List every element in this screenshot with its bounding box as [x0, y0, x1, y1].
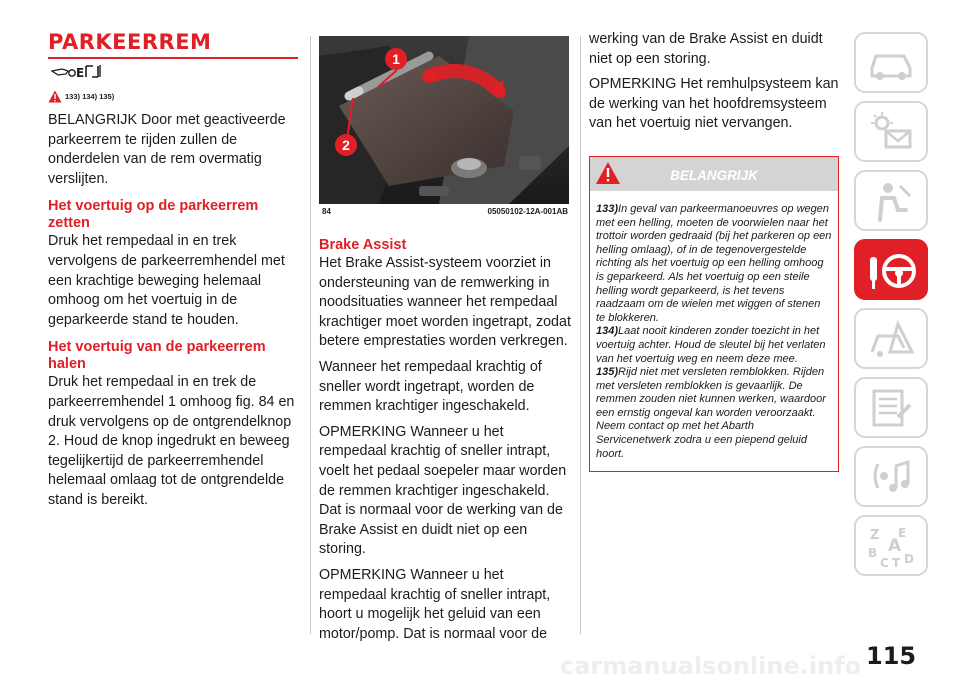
page-number: 115 — [866, 642, 917, 670]
watermark: carmanualsonline.info — [560, 652, 862, 678]
airbag-seat-icon — [868, 180, 914, 222]
svg-text:A: A — [888, 536, 902, 556]
callout-1: 1 — [385, 48, 407, 70]
note-number: 134) — [596, 325, 619, 338]
index-letters-icon — [868, 525, 918, 569]
svg-text:C: C — [880, 556, 889, 569]
tab-safety[interactable] — [854, 170, 928, 231]
dashboard-lights-icon — [868, 111, 914, 153]
column-divider — [580, 36, 581, 634]
warning-refs — [48, 89, 300, 103]
multimedia-icon — [868, 456, 914, 498]
callout-2: 2 — [335, 134, 357, 156]
warning-box — [589, 156, 839, 472]
brake-assist-heading: Brake Assist — [319, 237, 407, 253]
intro-text: BELANGRIJK Door met geactiveerde parkeerrem te rijden zullen de onderdelen van de rem overmatig verslijten. — [48, 112, 286, 187]
svg-text:T: T — [892, 556, 901, 569]
page-title: PARKEERREM — [48, 30, 212, 54]
title-rule — [48, 57, 298, 59]
service-checklist-icon — [868, 387, 914, 429]
svg-text:B: B — [868, 546, 878, 560]
brake-assist-p3: OPMERKING Wanneer u het rempedaal krachtig of sneller intrapt, voelt het pedaal soepeler maar worden de remmen krachtiger ingeschakeld. Dat is normaal voor de werking van de Brake Assist en duidt niet op een storing. — [319, 423, 567, 558]
brake-assist-p1: Het Brake Assist-systeem voorziet in ondersteuning van de remwerking in noodsituaties wanneer het rempedaal krachtiger moet worden ingetrapt, zodat betere emprestaties worden verkregen. — [319, 255, 571, 350]
section-heading-release: Het voertuig van de parkeerrem halen — [48, 339, 266, 373]
brake-assist-p2: Wanneer het rempedaal krachtig of sneller wordt ingetrapt, worden de remmen krachtiger ingeschakeld. — [319, 358, 542, 415]
note-text: Rijd niet met versleten remblokken. Rijden met versleten remblokken is gevaarlijk. De remmen zouden niet kunnen werken, waardoor een ernstig ongeval kan worden veroorzaakt. Neem contact op met het Abarth Servicenetwerk zodra u een piepend geluid hoort. — [596, 366, 826, 460]
section-body-apply: Druk het rempedaal in en trek vervolgens de parkeerremhendel met een krachtige beweging helemaal omhoog om het voertuig in de geparkeerde stand te houden. — [48, 233, 285, 328]
svg-text:D: D — [904, 552, 914, 566]
column-divider — [310, 36, 311, 634]
svg-text:E: E — [76, 66, 85, 80]
tab-starting-driving[interactable] — [854, 239, 928, 300]
note-text: In geval van parkeermanoeuvres op wegen met een helling, moeten de voorwielen naar het trottoir worden gedraaid (bij het parkeren op een helling omlaag), of in de tegenovergestelde richting als het voertuig op een helling omhoog is geparkeerd. Als het voertuig op een steile helling wordt geparkeerd, is het tevens raadzaam om de wielen met wiggen of stenen te blokkeren. — [596, 202, 832, 324]
svg-text:Z: Z — [870, 528, 880, 543]
note-number: 133) — [596, 202, 619, 215]
section-heading-apply: Het voertuig op de parkeerrem zetten — [48, 198, 259, 232]
brake-assist-p4: OPMERKING Wanneer u het rempedaal krachtig of sneller intrapt, hoort u mogelijk het geluid van een motor/pomp. Dat is normaal voor de — [319, 566, 551, 642]
tab-multimedia[interactable] — [854, 446, 928, 507]
right-column — [589, 30, 841, 472]
tab-emergency[interactable] — [854, 308, 928, 369]
figure-number: 84 — [322, 207, 331, 216]
warning-triangle-icon — [48, 90, 62, 103]
warning-body — [590, 191, 838, 471]
warning-refs-text: 133) 134) 135) — [65, 91, 115, 101]
chapter-tabs — [854, 32, 928, 584]
warning-note — [596, 203, 832, 325]
parking-brake-photo — [319, 36, 569, 204]
warning-note — [596, 366, 832, 461]
right-p2: OPMERKING Het remhulpsysteem kan de werking van het hoofdremsysteem van het voertuig niet vervangen. — [589, 76, 839, 132]
note-text: Laat nooit kinderen zonder toezicht in het voertuig achter. Houd de sleutel bij het verlaten van het voertuig weg en neem deze mee. — [596, 325, 826, 365]
section-body-release: Druk het rempedaal in en trek de parkeerremhendel 1 omhoog fig. 84 en druk vervolgens op de ontgrendelknop 2. Houd de knop ingedrukt en beweeg tegelijkertijd de parkeerremhendel helemaal omlaag tot de ontgrendelde stand is bereikt. — [48, 374, 295, 508]
tab-car[interactable] — [854, 32, 928, 93]
note-number: 135) — [596, 366, 619, 379]
tab-index[interactable] — [854, 515, 928, 576]
parking-brake-hand-icon — [50, 62, 104, 80]
warning-header — [590, 157, 838, 191]
parking-brake-illustration — [319, 36, 569, 204]
tab-maintenance[interactable] — [854, 377, 928, 438]
figure-caption — [319, 207, 571, 216]
warning-title: BELANGRIJK — [670, 167, 758, 183]
steering-key-icon — [868, 249, 918, 293]
figure-code: 05050102-12A-001AB — [487, 207, 568, 216]
road-emergency-icon — [868, 318, 914, 360]
svg-text:E: E — [898, 526, 907, 540]
car-icon — [868, 42, 914, 84]
middle-column — [319, 36, 571, 644]
right-p1: werking van de Brake Assist en duidt niet op een storing. — [589, 31, 823, 67]
tab-dashboard-lights[interactable] — [854, 101, 928, 162]
left-column — [48, 30, 300, 511]
warning-note — [596, 325, 832, 366]
